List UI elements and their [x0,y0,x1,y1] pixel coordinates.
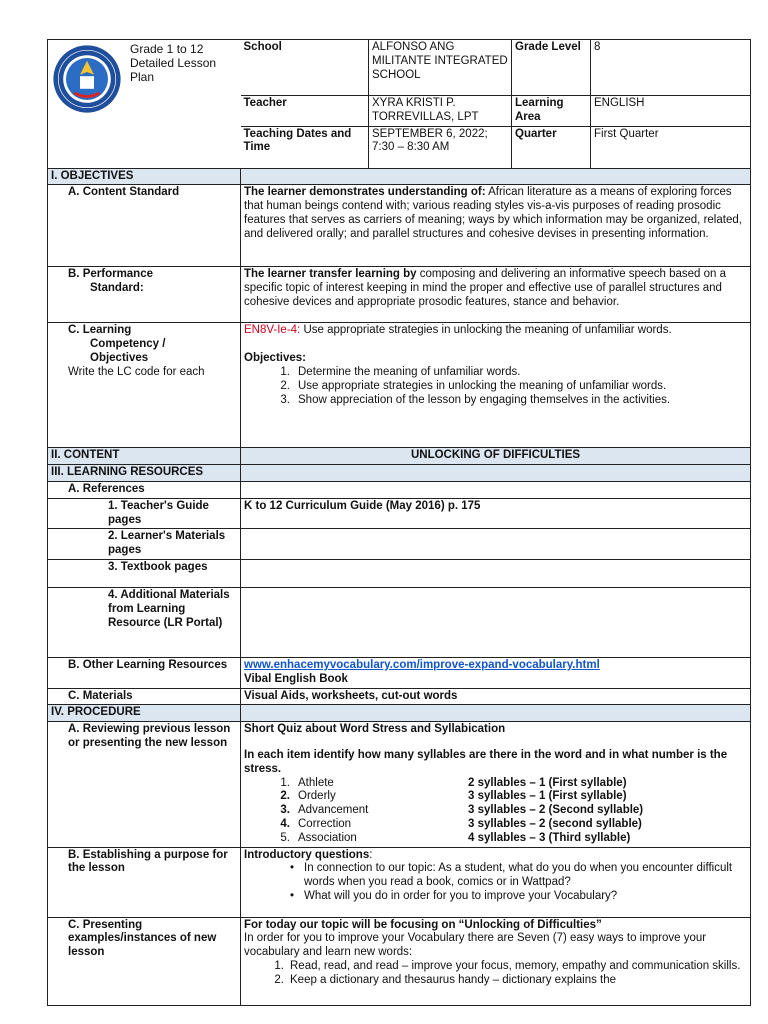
teacher-value: XYRA KRISTI P. TORREVILLAS, LPT [369,96,512,127]
content-value: UNLOCKING OF DIFFICULTIES [241,448,751,465]
lc-text: Use appropriate strategies in unlocking the meaning of unfamiliar words. [300,324,672,337]
quiz-answer: 2 syllables – 1 (First syllable) [468,776,627,789]
content-heading: II. CONTENT [48,448,241,465]
lesson-plan-table [47,39,751,1006]
content-standard-value [241,185,751,267]
reviewing-lesson-value [241,722,751,847]
bullet-text: In connection to our topic: As a student, what do you do when you encounter difficult words when you read a book, comics or in Wattpad? [304,862,733,889]
learning-area-value: ENGLISH [591,96,751,127]
list-text: Show appreciation of the lesson by engaging themselves in the activities. [298,393,671,406]
competency-label-line3: Objectives [90,351,149,364]
presenting-examples-value [241,917,751,1005]
grade-level-label: Grade Level [512,40,591,96]
competency-label-line2: Competency / [90,338,166,351]
teaching-dates-label: Teaching Dates and Time [241,126,369,168]
quiz-number: 2. [280,790,290,803]
school-label: School [241,40,369,96]
quiz-word: Athlete [298,776,334,789]
quarter-value: First Quarter [591,126,751,168]
deped-seal-icon [52,44,122,114]
teachers-guide-value: K to 12 Curriculum Guide (May 2016) p. 175 [241,498,751,529]
list-number: 2. [274,973,284,986]
teaching-dates-value [369,126,512,168]
quiz-answer: 3 syllables – 2 (Second syllable) [468,804,644,817]
list-text: Determine the meaning of unfamiliar words. [298,365,521,378]
grade-level-value: 8 [591,40,751,96]
other-resources-value [241,657,751,688]
quiz-row [244,832,747,846]
objectives-title: Objectives: [244,352,306,365]
performance-standard-value [241,267,751,323]
competency-label [48,323,241,448]
list-number: 2. [280,379,290,392]
list-item [244,960,747,974]
establishing-purpose-label: B. Establishing a purpose for the lesson [48,847,241,917]
performance-label-line2: Standard: [90,282,144,295]
list-number: 3. [280,393,290,406]
introductory-title: Introductory questions [244,848,370,861]
establishing-purpose-value [241,847,751,917]
bullet-item [244,862,747,890]
reviewing-lesson-label: A. Reviewing previous lesson or presenting the new lesson [48,722,241,847]
materials-value: Visual Aids, worksheets, cut-out words [241,688,751,705]
performance-standard-text: composing and delivering an informative speech based on a specific topic of interest keeping in mind the proper and effective use of parallel structures and cohesive devices and appropriate prosodic features, stance and behavior. [244,268,726,308]
bullet-item [244,890,747,904]
other-resources-label: B. Other Learning Resources [48,657,241,688]
quiz-number: 4. [280,817,290,830]
quiz-answer: 3 syllables – 1 (First syllable) [468,790,627,803]
topic-title: For today our topic will be focusing on “Unlocking of Difficulties” [244,918,602,931]
list-number: 1. [274,959,284,972]
procedure-heading: IV. PROCEDURE [48,705,241,722]
bullet-icon: • [289,862,294,875]
references-label: A. References [48,481,241,498]
quiz-row [244,804,747,818]
teacher-label: Teacher [241,96,369,127]
header-logo-cell [48,40,241,169]
learners-materials-label: 2. Learner's Materials pages [48,529,241,560]
content-standard-text: African literature as a means of exploring forces that human beings contend with; various reading styles vis-a-vis purposes of reading prosodic features that serves as carriers of meaning; ways by which information may be organized, related, and delivered orally; and parallel structures and cohesive devises in presenting information. [244,186,742,240]
introductory-colon: : [369,848,373,861]
list-text: Keep a dictionary and thesaurus handy – dictionary explains the [290,973,617,986]
quiz-answer: 3 syllables – 2 (second syllable) [468,817,642,830]
vibal-book: Vibal English Book [244,672,348,685]
quiz-number: 3. [280,804,290,817]
quiz-word: Orderly [298,790,336,803]
quarter-label: Quarter [512,126,591,168]
list-item [244,974,747,988]
bullet-icon: • [289,889,294,902]
performance-label-line1: B. Performance [68,268,154,281]
lesson-plan-page [47,39,750,1006]
list-item [244,394,747,408]
quiz-title: Short Quiz about Word Stress and Syllabication [244,723,506,736]
topic-intro: In order for you to improve your Vocabulary there are Seven (7) easy ways to improve your vocabulary and learn new words: [244,932,707,959]
quiz-word: Advancement [298,804,369,817]
bullet-text: What will you do in order for you to improve your Vocabulary? [304,889,618,902]
learning-resources-heading: III. LEARNING RESOURCES [48,465,241,482]
content-standard-lead: The learner demonstrates understanding of: [244,186,486,199]
content-standard-label: A. Content Standard [48,185,241,267]
quiz-number: 1. [280,776,290,789]
materials-label: C. Materials [48,688,241,705]
performance-standard-label [48,267,241,323]
teachers-guide-label: 1. Teacher's Guide pages [48,498,241,529]
school-value: ALFONSO ANG MILITANTE INTEGRATED SCHOOL [369,40,512,96]
lc-code: EN8V-Ie-4: [244,324,301,337]
quiz-word: Association [298,831,357,844]
quiz-row [244,818,747,832]
competency-note: Write the LC code for each [68,365,205,378]
plan-title: Grade 1 to 12 Detailed Lesson Plan [130,42,217,84]
quiz-row [244,790,747,804]
list-item [244,366,747,380]
quiz-answer: 4 syllables – 3 (Third syllable) [468,831,631,844]
list-text: Use appropriate strategies in unlocking the meaning of unfamiliar words. [298,379,667,392]
quiz-number: 5. [280,831,290,844]
performance-standard-lead: The learner transfer learning by [244,268,417,281]
objectives-heading: I. OBJECTIVES [48,168,241,185]
presenting-examples-label: C. Presenting examples/instances of new lesson [48,917,241,1005]
list-item [244,380,747,394]
teaching-date: SEPTEMBER 6, 2022; [372,127,488,140]
teaching-time: 7:30 – 8:30 AM [372,141,450,154]
list-number: 1. [280,365,290,378]
list-text: Read, read, and read – improve your focus, memory, empathy and communication skills. [290,959,741,972]
quiz-row [244,777,747,791]
competency-value [241,323,751,448]
competency-label-line1: C. Learning [68,324,132,337]
vocabulary-link[interactable]: www.enhacemyvocabulary.com/improve-expand-vocabulary.html [244,658,600,671]
textbook-label: 3. Textbook pages [48,559,241,587]
quiz-word: Correction [298,817,352,830]
learning-area-label: Learning Area [512,96,591,127]
quiz-instruction: In each item identify how many syllables are there in the word and in what number is the stress. [244,748,728,775]
additional-materials-label: 4. Additional Materials from Learning Resource (LR Portal) [48,587,241,657]
